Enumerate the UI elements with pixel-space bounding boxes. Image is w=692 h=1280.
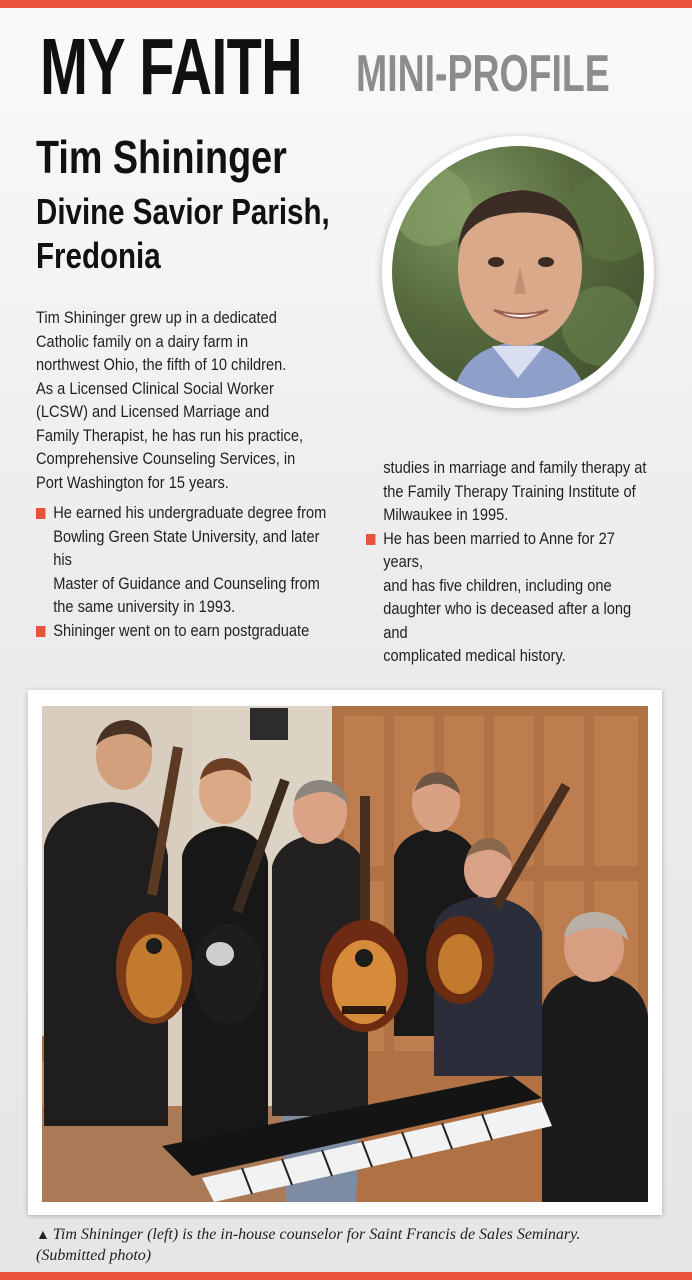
bullet-item <box>366 527 657 668</box>
bullet-line: and has five children, including one <box>383 575 612 595</box>
portrait-frame <box>382 136 654 408</box>
bottom-accent-bar <box>0 1272 692 1280</box>
parish-line-1: Divine Savior Parish, <box>36 191 330 232</box>
parish-line-2: Fredonia <box>36 235 161 276</box>
intro-line: Port Washington for 15 years. <box>36 472 229 492</box>
caption-triangle-icon: ▲ <box>36 1228 50 1243</box>
group-photo-frame <box>28 690 662 1215</box>
bullet-line: Bowling Green State University, and later his <box>53 526 320 569</box>
portrait-illustration <box>392 146 644 398</box>
parish-name <box>36 190 331 278</box>
intro-line: Tim Shininger grew up in a dedicated <box>36 308 277 327</box>
header-subtitle: MINI-PROFILE <box>356 45 610 103</box>
bullet-line: the same university in 1993. <box>53 597 236 616</box>
top-accent-bar <box>0 0 692 8</box>
group-photo <box>42 706 648 1202</box>
bullet-line: studies in marriage and family therapy at <box>383 458 647 477</box>
bullet-square-icon <box>36 508 45 519</box>
bullet-line: Milwaukee in 1995. <box>383 505 509 524</box>
bullet-list-left <box>36 501 328 642</box>
bullet-line: the Family Therapy Training Institute of <box>383 481 636 501</box>
profile-name: Tim Shininger <box>36 131 287 183</box>
caption-credit: (Submitted photo) <box>36 1247 152 1264</box>
bullet-line: He has been married to Anne for 27 years, <box>383 528 615 571</box>
bullet-square-icon <box>366 534 375 545</box>
bullet-continuation <box>366 456 657 527</box>
header <box>40 22 404 112</box>
bullet-item <box>36 619 328 643</box>
intro-line: Family Therapist, he has run his practice, <box>36 425 304 445</box>
photo-caption <box>36 1225 676 1266</box>
intro-line: Catholic family on a dairy farm in <box>36 331 249 351</box>
intro-line: As a Licensed Clinical Social Worker <box>36 378 274 398</box>
caption-text: Tim Shininger (left) is the in-house counselor for Saint Francis de Sales Seminary. <box>52 1226 581 1243</box>
group-photo-illustration <box>42 706 648 1202</box>
bullet-list-right <box>366 456 657 668</box>
intro-line: Comprehensive Counseling Services, in <box>36 449 296 468</box>
bullet-line: Master of Guidance and Counseling from <box>53 573 320 593</box>
intro-paragraph <box>36 306 328 494</box>
bullet-line: He earned his undergraduate degree from <box>53 503 327 522</box>
bullet-line: daughter who is deceased after a long and <box>383 599 632 642</box>
bullet-square-icon <box>36 626 45 637</box>
header-title: MY FAITH <box>40 22 302 111</box>
bullet-line: complicated medical history. <box>383 646 566 665</box>
intro-line: (LCSW) and Licensed Marriage and <box>36 402 270 421</box>
bullet-item <box>36 501 328 619</box>
intro-line: northwest Ohio, the fifth of 10 children. <box>36 355 287 374</box>
portrait-photo <box>392 146 644 398</box>
bullet-line: Shininger went on to earn postgraduate <box>53 620 310 640</box>
